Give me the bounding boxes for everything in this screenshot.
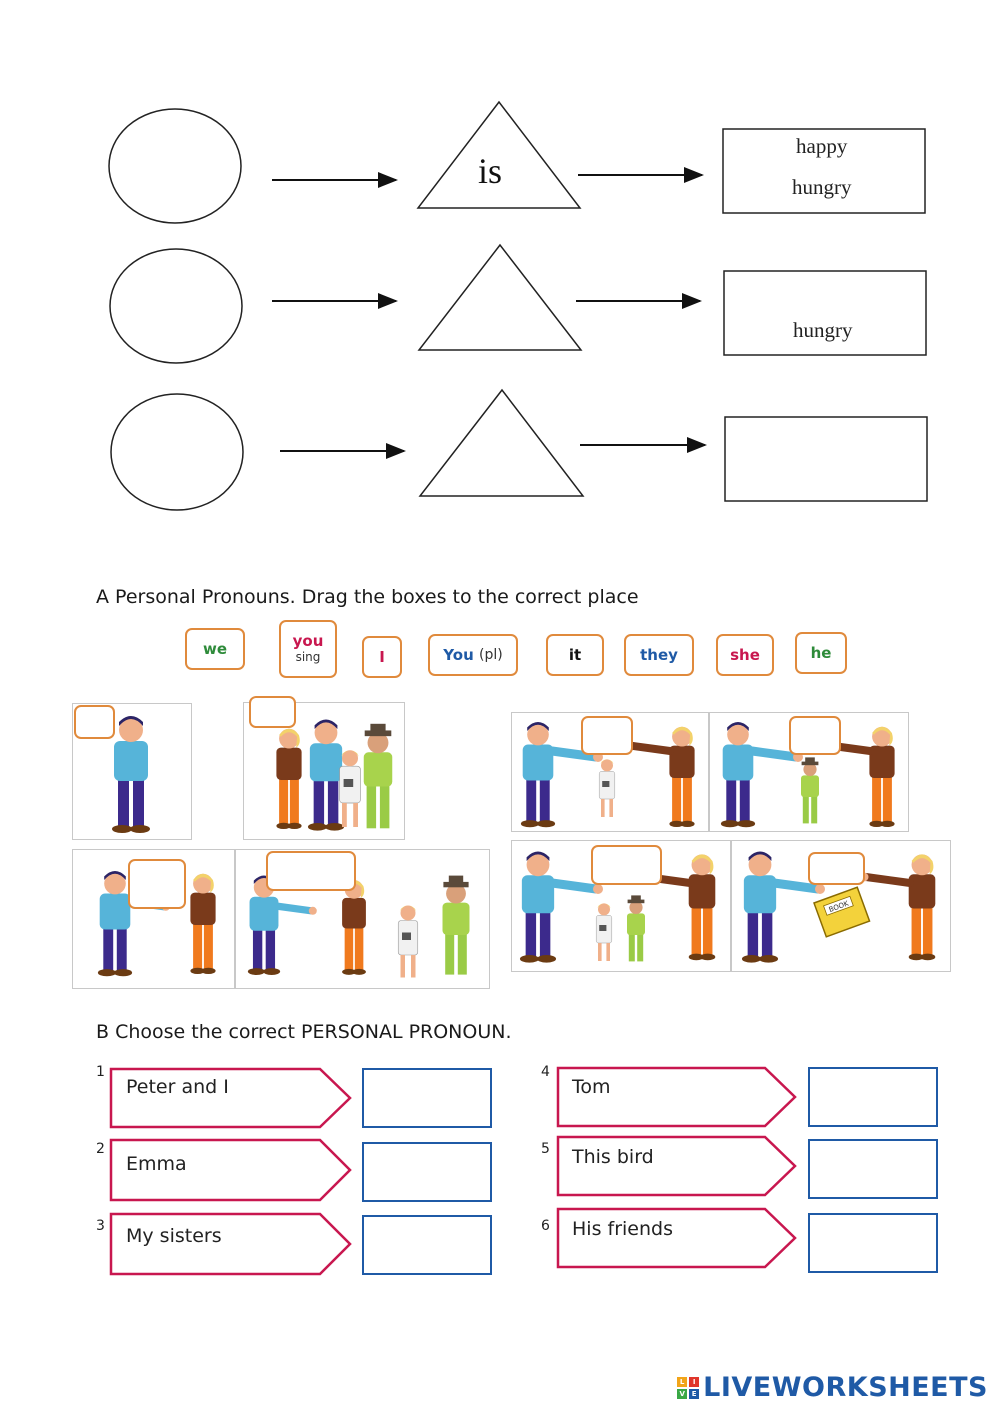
chip-label: I (379, 648, 385, 666)
item-number: 4 (541, 1064, 550, 1080)
drop-zone[interactable] (581, 716, 633, 755)
item-noun: This bird (572, 1146, 654, 1168)
chip-label: You (443, 646, 474, 664)
liveworksheets-logo[interactable] (677, 1372, 988, 1403)
logo-mark-icon: L I V E (677, 1377, 699, 1399)
subject-circle[interactable] (110, 249, 242, 363)
chip-label: they (640, 646, 678, 664)
chip-you-sing[interactable] (279, 620, 337, 678)
chip-he[interactable] (795, 632, 847, 674)
diagram-row-2 (110, 245, 926, 363)
item-noun: Tom (572, 1076, 611, 1098)
answer-box[interactable] (808, 1067, 938, 1127)
chip-you-pl[interactable] (428, 634, 518, 676)
section-a-heading: A Personal Pronouns. Drag the boxes to the correct place (96, 586, 639, 608)
diagram-row-3 (111, 390, 927, 510)
item-noun: Peter and I (126, 1076, 229, 1098)
answer-box[interactable] (808, 1139, 938, 1199)
item-number: 3 (96, 1218, 105, 1234)
verb-triangle[interactable] (420, 390, 583, 496)
diagram-row-1 (109, 102, 925, 223)
book-illustration (814, 887, 870, 937)
complement-box[interactable] (725, 417, 927, 501)
chip-she[interactable] (716, 634, 774, 676)
chip-label: he (810, 644, 832, 662)
item-number: 6 (541, 1218, 550, 1234)
chip-they[interactable] (624, 634, 694, 676)
subject-circle[interactable] (109, 109, 241, 223)
item-number: 2 (96, 1141, 105, 1157)
drop-zone[interactable] (789, 716, 841, 755)
subject-circle[interactable] (111, 394, 243, 510)
drop-zone[interactable] (591, 845, 662, 885)
logo-text: LIVEWORKSHEETS (703, 1372, 988, 1403)
item-noun: His friends (572, 1218, 673, 1240)
chip-label: we (202, 640, 228, 658)
drop-zone[interactable] (266, 851, 356, 891)
section-b-heading: B Choose the correct PERSONAL PRONOUN. (96, 1021, 512, 1043)
item-number: 1 (96, 1064, 105, 1080)
drop-zone[interactable] (74, 705, 115, 739)
item-noun: Emma (126, 1153, 187, 1175)
chip-label: you (292, 632, 324, 651)
item-number: 5 (541, 1141, 550, 1157)
drop-zone[interactable] (249, 696, 296, 728)
chip-we[interactable] (185, 628, 245, 670)
verb-triangle[interactable] (419, 245, 581, 350)
chip-i[interactable] (362, 636, 402, 678)
chip-sublabel: (pl) (479, 647, 503, 663)
drop-zone[interactable] (128, 859, 186, 909)
chip-it[interactable] (546, 634, 604, 676)
item-noun: My sisters (126, 1225, 222, 1247)
book-label: BOOK (827, 899, 850, 914)
pronoun-diagram (0, 0, 1000, 530)
answer-box[interactable] (362, 1215, 492, 1275)
answer-box[interactable] (362, 1142, 492, 1202)
triangle-verb-label: is (478, 151, 503, 191)
chip-label: she (730, 646, 760, 664)
drop-zone[interactable] (808, 852, 865, 885)
chip-sublabel: sing (295, 649, 321, 664)
box-word: hungry (793, 318, 853, 342)
box-word: hungry (792, 175, 852, 199)
answer-box[interactable] (362, 1068, 492, 1128)
chip-label: it (568, 646, 582, 664)
box-word: happy (796, 134, 848, 158)
answer-box[interactable] (808, 1213, 938, 1273)
